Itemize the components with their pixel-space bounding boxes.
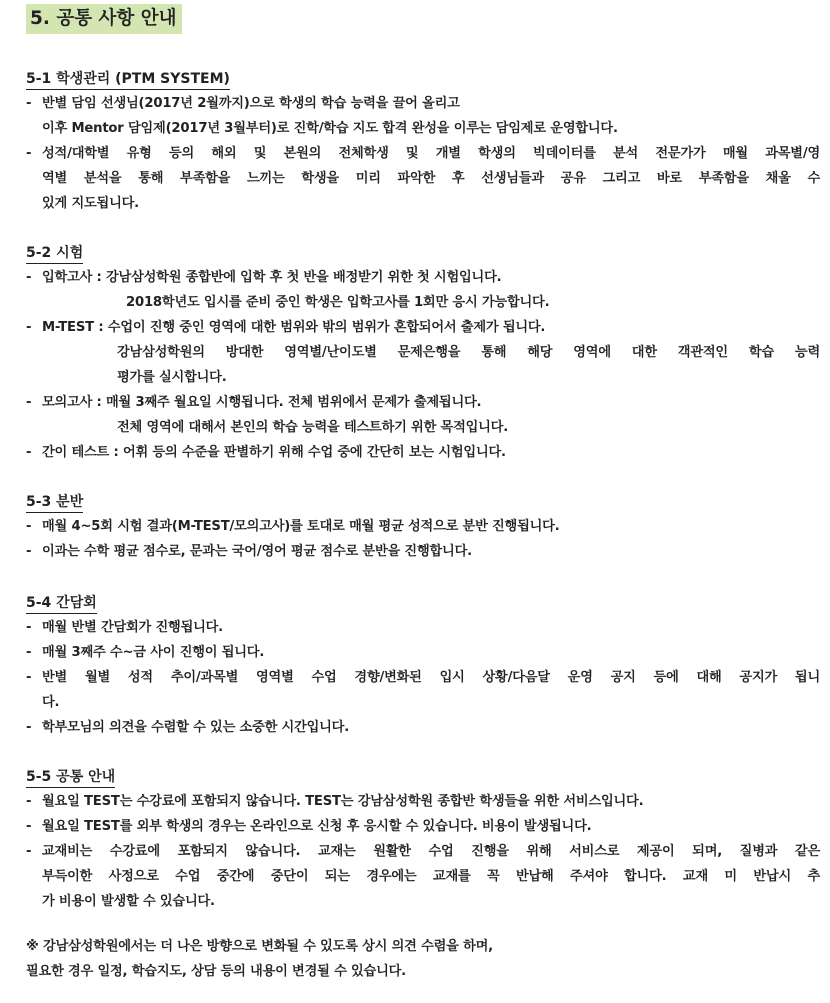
list-item-continuation: 역별 분석을 통해 부족함을 느끼는 학생을 미리 파악한 후 선생님들과 공유 그리고 바로 부족함을 채울 수 xyxy=(42,171,820,186)
list-item: - 매월 4~5회 시험 결과(M-TEST/모의고사)를 토대로 매월 평균 성적으로 분반 진행됩니다. xyxy=(26,514,826,539)
list-item-continuation: 2018학년도 입시를 준비 중인 학생은 입학고사를 1회만 응시 가능합니다. xyxy=(126,295,550,310)
list-item: - 반별 담임 선생님(2017년 2월까지)으로 학생의 학습 능력을 끌어 올리고 xyxy=(26,91,826,116)
bullet-dash: - xyxy=(26,395,32,410)
section-heading: 5-1 학생관리 (PTM SYSTEM) xyxy=(26,69,230,90)
list-item: - 모의고사 : 매월 3째주 월요일 시행됩니다. 전체 범위에서 문제가 출제됩니다. xyxy=(26,390,826,415)
list-item: - 학부모님의 의견을 수렴할 수 있는 소중한 시간입니다. xyxy=(26,715,826,740)
bullet-dash: - xyxy=(26,844,32,859)
list-item: - 매월 반별 간담회가 진행됩니다. xyxy=(26,615,826,640)
section-heading: 5-2 시험 xyxy=(26,243,83,264)
bullet-dash: - xyxy=(26,720,32,735)
list-item-continuation: 이후 Mentor 담임제(2017년 3월부터)로 진학/학습 지도 합격 완성을 이루는 담임제로 운영합니다. xyxy=(42,121,618,136)
section-class-grouping xyxy=(26,491,826,564)
list-item: - 반별 월별 성적 추이/과목별 영역별 수업 경향/변화된 입시 상황/다음달 운영 공지 등에 대해 공지가 됩니 xyxy=(26,665,826,690)
section-student-management xyxy=(26,68,826,216)
list-item-continuation: 평가를 실시합니다. xyxy=(117,370,227,385)
section-meetings xyxy=(26,592,826,740)
list-item-continuation: 전체 영역에 대해서 본인의 학습 능력을 테스트하기 위한 목적입니다. xyxy=(117,420,509,435)
list-item-continuation: 있게 지도됩니다. xyxy=(42,196,139,211)
closing-note xyxy=(26,934,826,984)
list-item: - 이과는 수학 평균 점수로, 문과는 국어/영어 평균 점수로 분반을 진행합니다. xyxy=(26,539,826,564)
bullet-dash: - xyxy=(26,794,32,809)
list-item-continuation: 강남삼성학원의 방대한 영역별/난이도별 문제은행을 통해 해당 영역에 대한 객관적인 학습 능력 xyxy=(117,345,820,360)
list-item: - 월요일 TEST를 외부 학생의 경우는 온라인으로 신청 후 응시할 수 있습니다. 비용이 발생됩니다. xyxy=(26,814,826,839)
section-exams xyxy=(26,242,826,465)
list-item-continuation: 다. xyxy=(42,695,60,710)
bullet-dash: - xyxy=(26,544,32,559)
list-item-continuation: 가 비용이 발생할 수 있습니다. xyxy=(42,894,215,909)
list-item: - 교재비는 수강료에 포함되지 않습니다. 교재는 원활한 수업 진행을 위해 서비스로 제공이 되며, 질병과 같은 xyxy=(26,839,826,864)
section-heading: 5-3 분반 xyxy=(26,492,83,513)
bullet-dash: - xyxy=(26,270,32,285)
note-line: ※ 강남삼성학원에서는 더 나은 방향으로 변화될 수 있도록 상시 의견 수렴을 하며, xyxy=(26,939,493,954)
section-common-notice xyxy=(26,766,826,914)
bullet-dash: - xyxy=(26,670,32,685)
note-line: 필요한 경우 일정, 학습지도, 상담 등의 내용이 변경될 수 있습니다. xyxy=(26,964,406,979)
list-item: - M-TEST : 수업이 진행 중인 영역에 대한 범위와 밖의 범위가 혼합되어서 출제가 됩니다. xyxy=(26,315,826,340)
bullet-dash: - xyxy=(26,645,32,660)
list-item-continuation: 부득이한 사정으로 수업 중간에 중단이 되는 경우에는 교재를 꼭 반납해 주셔야 합니다. 교재 미 반납시 추 xyxy=(42,869,820,884)
bullet-dash: - xyxy=(26,519,32,534)
bullet-dash: - xyxy=(26,320,32,335)
bullet-dash: - xyxy=(26,146,32,161)
list-item: - 입학고사 : 강남삼성학원 종합반에 입학 후 첫 반을 배정받기 위한 첫 시험입니다. xyxy=(26,265,826,290)
section-heading: 5-5 공통 안내 xyxy=(26,767,115,788)
list-item: - 월요일 TEST는 수강료에 포함되지 않습니다. TEST는 강남삼성학원 종합반 학생들을 위한 서비스입니다. xyxy=(26,789,826,814)
list-item: - 성적/대학별 유형 등의 해외 및 본원의 전체학생 및 개별 학생의 빅데이터를 분석 전문가가 매월 과목별/영 xyxy=(26,141,826,166)
page-title: 5. 공통 사항 안내 xyxy=(26,4,182,34)
bullet-dash: - xyxy=(26,445,32,460)
bullet-dash: - xyxy=(26,620,32,635)
bullet-dash: - xyxy=(26,819,32,834)
bullet-dash: - xyxy=(26,96,32,111)
section-heading: 5-4 간담회 xyxy=(26,593,97,614)
list-item: - 간이 테스트 : 어휘 등의 수준을 판별하기 위해 수업 중에 간단히 보는 시험입니다. xyxy=(26,440,826,465)
list-item: - 매월 3째주 수~금 사이 진행이 됩니다. xyxy=(26,640,826,665)
